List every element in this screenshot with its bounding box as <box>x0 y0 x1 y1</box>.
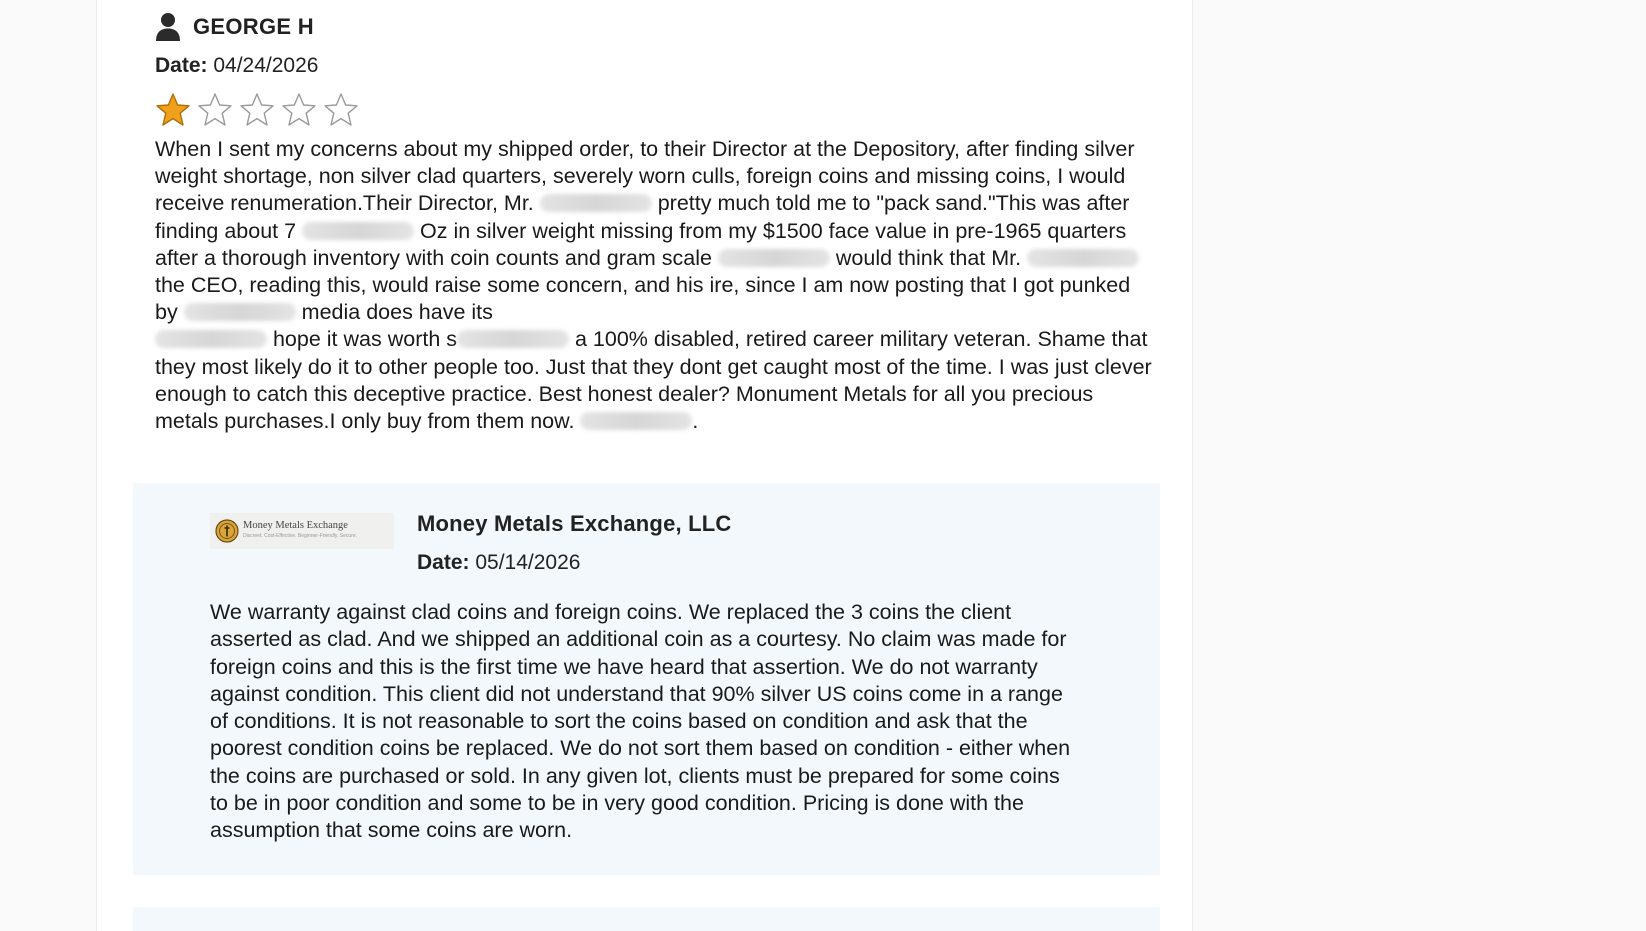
redacted-text <box>457 330 569 348</box>
redacted-text <box>718 249 830 267</box>
response-date-label: Date: <box>417 551 470 574</box>
star-icon-filled <box>155 92 191 128</box>
review-text-segment: When I sent my concerns about my shipped order, to their Director at the Depository, after finding silver weight shortage, non silver clad quarters, severely worn culls, foreign coins and missing coins, I would receive renumeration.Their Director, Mr. <box>155 137 1135 216</box>
redacted-text <box>540 194 652 212</box>
response-date <box>417 551 580 575</box>
review-date-value: 04/24/2026 <box>213 54 319 77</box>
next-review-card <box>133 907 1160 931</box>
coin-logo-icon <box>215 519 239 543</box>
company-logo <box>210 513 394 549</box>
response-date-value: 05/14/2026 <box>475 551 581 574</box>
review-text-segment: media does have its <box>295 300 493 325</box>
review-text-segment: would think that Mr. <box>829 245 1028 270</box>
company-name: Money Metals Exchange, LLC <box>417 511 732 536</box>
review-text-segment: pretty much told me to "pack sand."This was after finding about 7 <box>155 191 1130 243</box>
review-text-segment: the CEO, reading this, would raise some concern, and his ire, since I am now posting that I got punked by <box>155 273 1131 325</box>
review-date <box>155 54 1155 78</box>
review-text-segment: hope it was worth s <box>267 327 458 352</box>
review-date-label: Date: <box>155 54 208 77</box>
user-icon <box>155 12 181 42</box>
review-page-card <box>96 0 1193 931</box>
reviewer-name: GEORGE H <box>193 14 314 39</box>
redacted-text <box>580 412 692 430</box>
redacted-text <box>155 330 267 348</box>
redacted-text <box>302 222 414 240</box>
review-text-segment: a 100% disabled, retired career military veteran. Shame that they most likely do it to other people too. Just that they dont get caught most of the time. I was just clever enough to catch this deceptive practice. Best honest dealer? Monument Metals for all you precious metals purchases.I only buy from them now. <box>155 327 1152 434</box>
reviewer-header <box>155 10 1155 44</box>
star-rating <box>155 92 1155 128</box>
star-icon-empty <box>239 92 275 128</box>
star-icon-empty <box>323 92 359 128</box>
star-icon-empty <box>281 92 317 128</box>
review-text-segment: Oz in silver weight missing from my $1500 face value in pre-1965 quarters after a thorough inventory with coin counts and gram scale <box>155 218 1127 270</box>
response-text: We warranty against clad coins and foreign coins. We replaced the 3 coins the client asserted as clad. And we shipped an additional coin as a courtesy. No claim was made for foreign coins and this is the first time we have heard that assertion. We do not warranty against condition. This client did not understand that 90% silver US coins come in a range of conditions. It is not reasonable to sort the coins based on condition and ask that the poorest condition coins be replaced. We do not sort them based on condition - either when the coins are purchased or sold. In any given lot, clients must be prepared for some coins to be in poor condition and some to be in very good condition. Pricing is done with the assumption that some coins are worn. <box>210 600 1071 843</box>
customer-review <box>155 10 1155 435</box>
review-text-segment: . <box>692 409 699 434</box>
redacted-text <box>1027 249 1139 267</box>
company-response <box>133 483 1160 875</box>
logo-name: Money Metals Exchange <box>243 520 348 531</box>
redacted-text <box>184 303 296 321</box>
logo-wordmark <box>243 520 357 542</box>
review-text <box>155 136 1155 435</box>
star-icon-empty <box>197 92 233 128</box>
logo-tagline: Discreet. Cost-Effective. Beginner-Friendly. Secure. <box>243 533 358 539</box>
